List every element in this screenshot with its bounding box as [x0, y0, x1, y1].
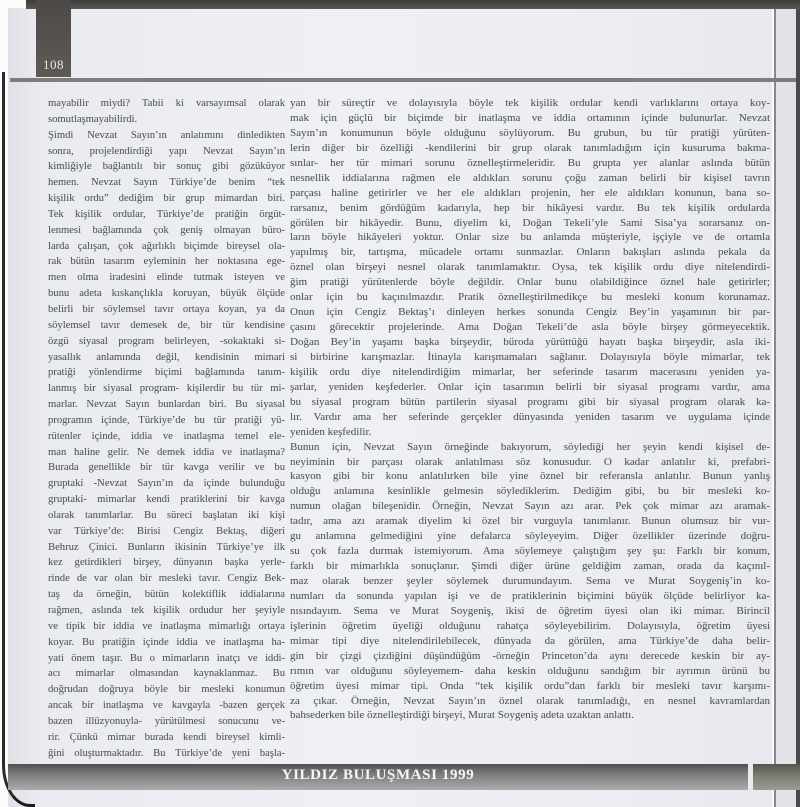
text-line: belirli bir söylemsel tavır ortaya koyan, ya da	[48, 303, 285, 315]
text-line: mayabilir miydi? Tabii ki varsayımsal olarak	[48, 98, 285, 109]
text-line: numun olağan bileşenidir. Örneğin, Nevzat Sayın azı arar. Pek çok mimar azı aramak-	[290, 500, 770, 513]
text-line: farklı bir mimarlıkla sonuçlanır. Şimdi diğer ürüne geldiğim zaman, orada da kaçınıl-	[290, 560, 770, 573]
text-line: rağmen, aslında tek kişilik ordudur her şeyiyle	[48, 605, 285, 616]
text-line: parçası haline getirirler ve her ele aldıkları projenin, her ele aldıkları konunun, bana so-	[290, 186, 770, 199]
text-line: sınlar- her tür mimari sorunu öznelleştirmeleridir. Bu grupta yer alanlar aslında bütün	[290, 156, 770, 169]
text-line: ve tipik bir iddia ve inatlaşma mimarlığı ortaya	[48, 620, 285, 632]
text-line: men olma iradesini elinde tutmak isteyen ve	[48, 272, 285, 284]
text-line: bazen illüzyonuyla- yürütülmesi sonucunu ve-	[48, 715, 285, 727]
text-line: söylemsel tavır demesek de, bir tür kendisine	[48, 319, 285, 331]
text-line: Onun için Cengiz Bektaş’ı dinleyen herkes sonunda Cengiz Bey’in yaşamının bir par-	[290, 306, 770, 319]
text-line: nısındayım. Sema ve Murat Soygeniş, ikisi de öğretim üyesi olan iki mimar. Birincil	[290, 604, 770, 617]
text-line: koyar. Bu pratiğin içinde iddia ve inatlaşma ha-	[48, 636, 285, 648]
text-line: rarsanız, benim gördüğüm kadarıyla, hep bir hikâyesi vardır. Bu tek kişilik ordularda	[290, 201, 770, 214]
text-line: programın içinde, Türkiye’de bu tür pratiği yü-	[48, 414, 285, 426]
text-line: bunu adeta kıskançlıkla koruyan, büyük ölçüde	[48, 288, 285, 300]
text-line: si birbirine karışmazlar. İtinayla karışmamaları sağlanır. Dolayısıyla böyle mimarlar, tek	[290, 350, 770, 363]
text-line: lır. Vardır ama her seferinde gerçekler dünyasında yeniden tasarım ve uygulama içinde	[290, 410, 770, 423]
left-column	[48, 96, 285, 761]
text-line: numları da sonunda yapılan işi ve de pratiklerinin biçimini büyük ölçüde belirliyor ka-	[290, 589, 770, 602]
text-line: Şimdi Nevzat Sayın’ın anlatımını dinledikten	[48, 129, 285, 141]
text-line: mimar tipi diye nitelendirilebilecek, dünyada da görülen, ama Türkiye’de daha belir-	[290, 634, 770, 647]
text-line: özgü siyasal program belirleyen, -sokaktaki si-	[48, 335, 285, 347]
page-number: 108	[43, 57, 64, 72]
text-line: doğrudan doğruya böyle bir mesleki konumun	[48, 684, 285, 696]
right-column	[290, 96, 770, 723]
text-line: lanmış bir siyasal program- kişilerdir bu tür mi-	[48, 383, 285, 395]
text-line: öğretim üyesi mimar tipi. Onda “tek kişilik ordu”dan farklı bir mesleki tavır karşımı-	[290, 679, 770, 692]
text-line: taş da örneğin, bütün kolektiflik iddialarına	[48, 589, 285, 601]
text-line: su çok fazla durmak istemiyorum. Ama söylemeye çalıştığım şey şu: Farklı bir konum,	[290, 545, 770, 558]
text-line: tadır, ama azı aramak diyelim ki özel bir vurguyla tanımlanır. Bunun olumsuz bir vur-	[290, 515, 770, 528]
text-line: yan bir süreçtir ve dolayısıyla böyle tek kişilik ordular kendi varlıklarını ortaya koy-	[290, 97, 770, 109]
text-line: var Türkiye’de: Birisi Cengiz Bektaş, diğeri	[48, 525, 285, 537]
text-line: za çıkar. Örneğin, Nevzat Sayın’ın öznel olarak tanımladığı, en nesnel kavramlardan	[290, 694, 770, 707]
footer-title: YILDIZ BULUŞMASI 1999	[281, 767, 475, 783]
text-line: Sayın’ın konumunun böyle olduğunu söylüyorum. Bu grubun, bu tür pratiği yürüten-	[290, 126, 770, 139]
text-line: ğim pratiği yürütenlerde böyle değildir. Onlar bunu olabildiğince öznel hale getirirler;	[290, 276, 770, 289]
text-line: maz olarak benzer şeyler söylemek durumundayım. Sema ve Murat Soygeniş’in ko-	[290, 575, 770, 587]
text-line: yapılmış bir, tartışma, mücadele ortamı sunmazlar. Onların bakışları aslında pekala da	[290, 246, 770, 259]
text-line: bu siyasal program bütün partilerin siyasal programı gibi bir siyasal program olarak ka-	[290, 395, 770, 408]
text-line: Burada genellikle bir tür kavga verilir ve bu	[48, 462, 285, 474]
text-line: Tek kişilik ordular, Türkiye’de pratiğin örgüt-	[48, 208, 285, 220]
text-line: hemen. Nevzat Sayın Türkiye’de benim “tek	[48, 177, 285, 189]
page-number-tab	[36, 0, 71, 77]
text-line: gruptaki -Nevzat Sayın’ın da içinde bulunduğu	[48, 478, 285, 490]
text-line: marlar. Nevzat Sayın bunlardan biri. Bu siyasal	[48, 399, 285, 411]
text-line: kimliğiyle bağlantılı bir sonuç gibi gözüküyor	[48, 161, 285, 173]
text-line: rinde de var olan bir mesleki tavır. Cengiz Bek-	[48, 573, 285, 585]
text-line: nesnellik iddialarına rağmen ele aldıkları sorunu çoğu zaman belirli bir kişisel tavrın	[290, 171, 770, 184]
text-line: yasallık anlamında değil, kendisinin mimari	[48, 351, 285, 363]
text-line: işlerinin öğretim üyeliği olduğunu rahatça söyleyebilirim. Dolayısıyla, öğretim üyesi	[290, 619, 770, 632]
text-line: gruptaki- mimarlar kendi pratiklerini bir kavga	[48, 494, 285, 506]
header-rule	[10, 78, 796, 82]
text-line: bahsederken bile öznelleştirdiği birşeyi, Murat Soygeniş adeta uzaktan anlattı.	[290, 709, 634, 722]
text-line: ğini oluşturmaktadır. Bu Türkiye’de yeni başla-	[48, 747, 285, 759]
text-line: kez getirdikleri birşey, dünyanın başka yerle-	[48, 557, 285, 569]
text-line: larda çalışan, çok ağırlıklı biçimde bireysel ola-	[48, 240, 285, 252]
text-line: kişilik ordu” dediğim bir grup mimardan biri.	[48, 193, 285, 205]
text-line: mak için güçlü bir biçimde bir inatlaşma ve iddia ortamının içinde bulunurlar. Nevzat	[290, 111, 770, 124]
text-line: rir. Çünkü mimar burada kendi bireysel kimli-	[48, 731, 285, 743]
text-line: olduğu anlamına kesinlikle gelmesin söylediklerim. Dediğim gibi, bu bir mesleki ko-	[290, 485, 770, 498]
text-line: pratiği yönlendirme biçimi bağlamında tanım-	[48, 367, 285, 379]
scan-right-edge	[796, 0, 800, 807]
text-line: rak bütün tasarım eyleminin her noktasına ege-	[48, 256, 285, 268]
text-line: rımın var olduğunu söyleyemem- daha keskin olduğunu sandığım bir ayrımın ürünü bu	[290, 664, 770, 677]
text-line: sonra, projelendirdiği yapı Nevzat Sayın’ın	[48, 145, 285, 157]
text-line: lerin diğer bir özelliği -kendilerini bir grup olarak tanımladığım için kusuruma bakma-	[290, 141, 770, 154]
text-line: çasını görecektir projelerinde. Ama Doğan Tekeli’de asla böyle birşey görmeyecektik.	[290, 321, 770, 334]
text-line: olarak tanımlarlar. Bu süreci başlatan iki kişi	[48, 509, 285, 521]
text-line: Bunun için, Nevzat Sayın örneğinde bakıyorum, söylediği her şeyin kendi kişisel de-	[290, 440, 770, 453]
book-spine-line	[2, 72, 5, 760]
text-line: öznel olan birşeyi nesnel olarak tanımlamaktır. Oysa, tek kişilik ordu diye nitelendirdi-	[290, 261, 770, 274]
text-line: gin bir çizgi çizdiğini düşündüğüm -örneğin Princeton’da aynı derecede keskin bir ay-	[290, 649, 770, 662]
text-line: ların böyle hikâyeleri yoktur. Onlar size bu anlamda müşteriyle, işçiyle ve de ortamla	[290, 231, 770, 244]
text-line: şarlar, yeniden keşfederler. Onlar için tasarımın belirli bir siyasal programı vardır, ama	[290, 380, 770, 393]
text-line: ancak bir inatlaşma ve kavgayla -bazen gerçek	[48, 700, 285, 712]
text-line: somutlaşmayabilirdi.	[48, 113, 138, 125]
text-line: yeniden keşfedilir.	[290, 425, 372, 438]
text-line: rütenler içinde, iddia ve inatlaşma temel ele-	[48, 430, 285, 442]
text-line: Behruz Çinici. Bunların ikisinin Türkiye’ye ilk	[48, 541, 285, 553]
text-line: Doğan Bey’in yaşamı başka birşeydir, büroda yürüttüğü hayatı başka birşeydir, asla iki-	[290, 336, 770, 348]
text-line: yati önem taşır. Bu o mimarların inatçı ve iddi-	[48, 652, 285, 664]
text-line: acı mimarlar olmasından kaynaklanmaz. Bu	[48, 668, 285, 680]
text-line: görülen bir hikâyedir. Bunu, diyelim ki, Doğan Tekeli’yle Sami Sisa’ya sorarsanız on-	[290, 216, 770, 229]
footer-bar	[8, 764, 748, 790]
text-line: kasyon gibi bir konu anlatılırken bile yine öznel bir referansla anlatılır. Bunun yanlış	[290, 470, 770, 483]
text-line: gu anlamına gelmediğini yine defalarca söyleyeyim. Diğer özellikler üzerinde doğru-	[290, 530, 770, 543]
text-line: lenmesi bağlamında çok geniş olmayan büro-	[48, 224, 285, 236]
book-top-edge	[26, 0, 800, 9]
text-line: onlar için bu kaçınılmazdır. Pratik öznelleştirilmedikçe bu mesleki konum korunamaz.	[290, 291, 770, 304]
text-line: neyiminin bir parçası olarak anlatılması söz konusudur. O kadar anlatılır ki, prefabri-	[290, 455, 770, 468]
footer-bar-next-page	[753, 764, 800, 790]
text-line: man haline gelir. Ne demek iddia ve inatlaşma?	[48, 446, 285, 458]
text-line: kişilik ordu diye nitelendirdiğim mimarlar, her seferinde tasarım macerasını yeniden ya-	[290, 365, 770, 378]
